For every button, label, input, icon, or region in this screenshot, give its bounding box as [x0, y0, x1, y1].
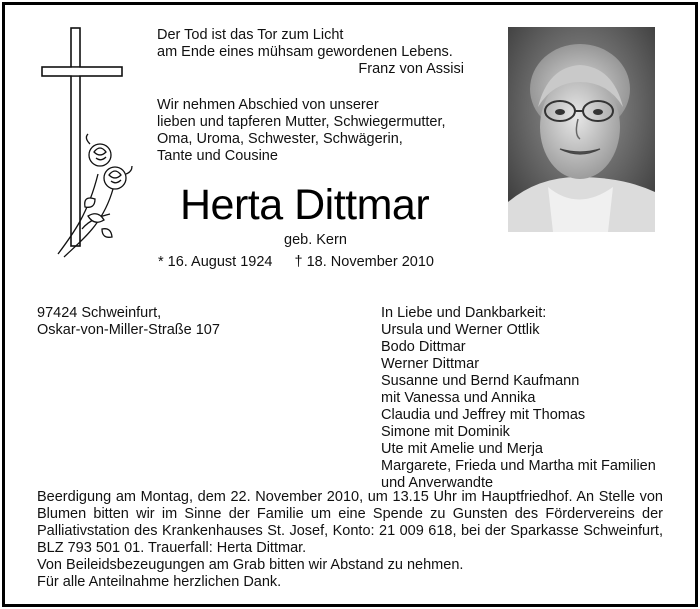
life-dates — [158, 254, 434, 270]
birth-name: geb. Kern — [284, 232, 347, 248]
mourner-line: Claudia und Jeffrey mit Thomas — [381, 407, 586, 423]
death-date: † 18. November 2010 — [294, 254, 434, 270]
condolence-request: Von Beileidsbezeugungen am Grab bitten wir Abstand zu nehmen. — [37, 557, 464, 573]
mourner-line: Ute mit Amelie und Merja — [381, 441, 543, 457]
roses-icon — [58, 134, 132, 257]
mourners-list — [381, 305, 656, 492]
mourner-line: Ursula und Werner Ottlik — [381, 322, 540, 338]
intro-line: Tante und Cousine — [157, 148, 278, 164]
address-line: 97424 Schweinfurt, — [37, 305, 162, 321]
address-block — [37, 305, 220, 339]
funeral-details: Beerdigung am Montag, dem 22. November 2010, um 13.15 Uhr im Hauptfriedhof. An Stelle von Blumen bitten wir im Sinne der Familie um eine Spende zu Gunsten des Fördervereins der Palliativstation des Krankenhauses St. Josef, Konto: 21 009 618, bei der Sparkasse Schweinfurt, BLZ 793 501 01. Trauerfall: Herta Dittmar. — [37, 489, 663, 556]
quote-line: Der Tod ist das Tor zum Licht — [157, 27, 344, 43]
portrait-image — [508, 27, 655, 232]
mourner-line: Susanne und Bernd Kaufmann — [381, 373, 580, 389]
funeral-notice-text — [37, 489, 663, 591]
deceased-name: Herta Dittmar — [180, 181, 430, 229]
quote-line: am Ende eines mühsam gewordenen Lebens. — [157, 44, 453, 60]
mourner-line: mit Vanessa und Annika — [381, 390, 536, 406]
mourner-line: und Anverwandte — [381, 475, 494, 491]
intro-text — [157, 97, 446, 165]
portrait-photo — [508, 27, 655, 232]
quote-block — [157, 27, 464, 78]
intro-line: Oma, Uroma, Schwester, Schwägerin, — [157, 131, 403, 147]
intro-line: lieben und tapferen Mutter, Schwiegermutter, — [157, 114, 446, 130]
mourner-line: In Liebe und Dankbarkeit: — [381, 305, 547, 321]
mourner-line: Bodo Dittmar — [381, 339, 466, 355]
birth-date: * 16. August 1924 — [158, 254, 273, 270]
quote-author: Franz von Assisi — [358, 61, 464, 77]
thanks-line: Für alle Anteilnahme herzlichen Dank. — [37, 574, 282, 590]
mourner-line: Margarete, Frieda und Martha mit Familien — [381, 458, 656, 474]
cross-icon — [38, 24, 138, 264]
address-line: Oskar-von-Miller-Straße 107 — [37, 322, 220, 338]
intro-line: Wir nehmen Abschied von unserer — [157, 97, 379, 113]
mourner-line: Werner Dittmar — [381, 356, 480, 372]
mourner-line: Simone mit Dominik — [381, 424, 510, 440]
